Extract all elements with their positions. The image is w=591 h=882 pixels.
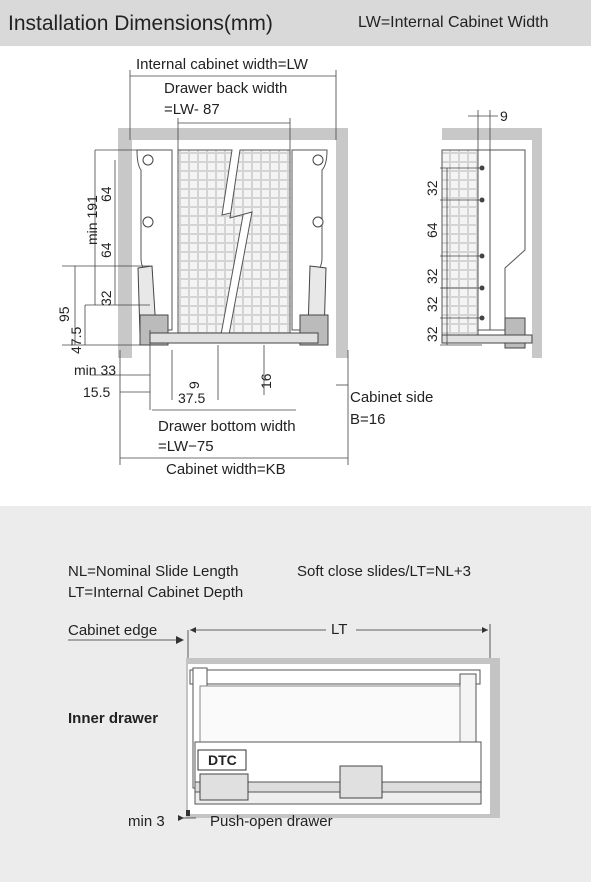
side-dim-32-d: 32 bbox=[424, 326, 440, 342]
bottom-width-label: Drawer bottom width bbox=[158, 418, 296, 435]
push-open-label: Push-open drawer bbox=[210, 813, 333, 830]
dim-64-bottom: 64 bbox=[98, 242, 114, 258]
side-dim-32-c: 32 bbox=[424, 296, 440, 312]
lt-label: LT bbox=[331, 621, 348, 638]
dim-32: 32 bbox=[98, 290, 114, 306]
bottom-width-formula: =LW−75 bbox=[158, 438, 214, 455]
dim-47-5: 47.5 bbox=[68, 326, 84, 354]
dim-64-top: 64 bbox=[98, 186, 114, 202]
cabinet-width-label: Cabinet width=KB bbox=[166, 461, 286, 478]
side-dim-32-a: 32 bbox=[424, 180, 440, 196]
inner-drawer-cabinet bbox=[186, 658, 500, 818]
dim-min-191: min 191 bbox=[84, 195, 100, 245]
cabinet-side-label: Cabinet side bbox=[350, 389, 434, 406]
side-dim-32-b: 32 bbox=[424, 268, 440, 284]
dim-37-5: 37.5 bbox=[178, 390, 206, 406]
inner-drawer-label: Inner drawer bbox=[68, 710, 159, 727]
dim-min-33: min 33 bbox=[74, 362, 117, 378]
nl-definition: NL=Nominal Slide Length bbox=[68, 563, 239, 580]
side-dim-9: 9 bbox=[500, 108, 508, 124]
side-dim-64: 64 bbox=[424, 222, 440, 238]
back-width-label: Drawer back width bbox=[164, 80, 288, 97]
dim-16: 16 bbox=[258, 373, 274, 389]
min-3-label: min 3 bbox=[128, 813, 165, 830]
page-title: Installation Dimensions(mm) bbox=[8, 12, 273, 35]
dim-9: 9 bbox=[186, 381, 202, 389]
back-width-formula: =LW- 87 bbox=[164, 101, 220, 118]
dim-15-5: 15.5 bbox=[83, 384, 111, 400]
dim-95: 95 bbox=[56, 306, 72, 322]
cabinet-side-value: B=16 bbox=[350, 411, 386, 428]
lw-definition: LW=Internal Cabinet Width bbox=[358, 14, 549, 31]
cabinet-edge-label: Cabinet edge bbox=[68, 622, 158, 639]
dtc-logo: DTC bbox=[208, 752, 237, 768]
internal-width-label: Internal cabinet width=LW bbox=[136, 56, 308, 73]
lt-definition: LT=Internal Cabinet Depth bbox=[68, 584, 244, 601]
soft-close-formula: Soft close slides/LT=NL+3 bbox=[297, 563, 471, 580]
